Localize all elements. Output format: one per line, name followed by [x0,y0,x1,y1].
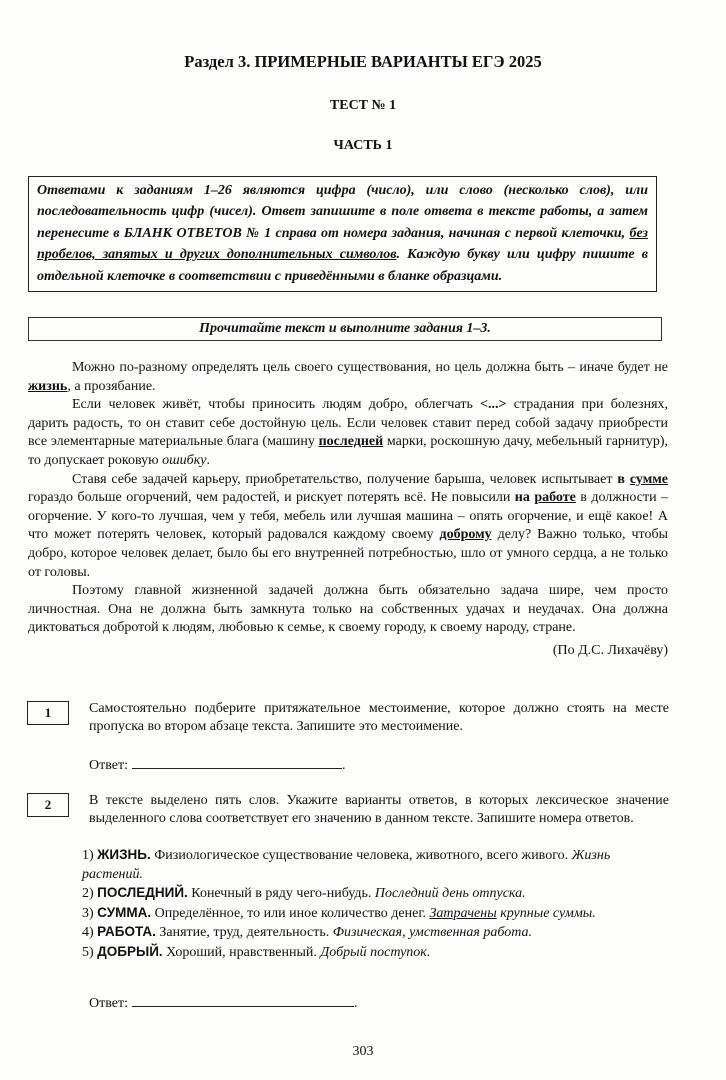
option-word: СУММА. [97,904,152,920]
read-prompt: Прочитайте текст и выполните задания 1–3. [28,317,662,341]
highlighted-word-posledney: последней [318,434,384,450]
instruction-box [28,176,657,292]
text-run: в должности – огорчение. У кого-то лучшая, чем у тебя, мебель или лучшая машина – опять огорчение, и ещё какое! А что может потерять человек, который радовался каждому своему [28,490,669,543]
test-title: ТЕСТ № 1 [329,98,397,113]
bold-preposition: на [514,490,530,506]
text-run: страдания при болезнях, дарить радость, то он ставит себе достойную цель. Если человек ставит перед собой задачу приобрести все элементарные материальные блага (машину [28,397,669,450]
instruction-text-2: . Каждую букву или цифру пишите в отдельной клеточке в соответствии с приведёнными в бланке образцами. [37,247,648,284]
answer-end: . [353,996,358,1011]
text-source: (По Д.С. Лихачёву) [552,642,668,658]
task-2-text: В тексте выделено пять слов. Укажите варианты ответов, в которых лексическое значение выделенного слова соответствует его значению в данном тексте. Запишите номера ответов. [89,793,669,827]
paragraph-4: Поэтому главной жизненной задачей должна быть обязательно задача шире, чем просто личностная. Она не должна быть замкнута только на собственных удачах и неудачах. Она должна диктоваться добротой к людям, любовью к семье, к своему городу, к своему народу, стране. [28,583,668,636]
gap-marker: <...> [480,397,507,413]
option-example: Жизнь растений. [82,848,611,882]
option-word: ПОСЛЕДНИЙ. [97,885,188,901]
highlighted-word-zhizn: жизнь [28,378,68,394]
paragraph-2 [28,396,668,470]
option-word: РАБОТА. [97,924,156,940]
option-3 [82,904,672,924]
option-definition: Конечный в ряду чего-нибудь. [187,886,375,902]
option-number: 3) [82,905,94,921]
highlighted-word-summe: сумме [629,471,668,487]
option-word: ДОБРЫЙ. [97,943,163,959]
option-number: 4) [82,925,94,941]
option-definition: Определённое, то или иное количество денег. [151,905,430,921]
option-example: крупные суммы. [496,905,596,921]
option-definition: Хороший, нравственный. [162,944,321,960]
answer-end: . [341,758,346,773]
task-2-answer [89,994,357,1012]
text-run: марки, роскошную дачу, мебельный гарнитур), то допускает роковую [28,434,668,468]
option-1 [82,846,672,884]
text-run: Если человек живёт, чтобы приносить людям добро, облегчать [72,397,481,413]
option-example: Добрый поступок. [320,944,431,960]
option-example: Последний день отпуска. [374,886,526,902]
task-1-answer [89,756,345,774]
italic-word: ошибку [162,452,207,468]
paragraph-1 [28,359,668,396]
instruction-underlined: без пробелов, запятых и других дополнительных символов [37,225,648,263]
task-number-1: 1 [27,701,69,725]
highlighted-word-dobromu: доброму [439,527,492,543]
paragraph-3 [28,471,668,583]
option-example-underlined: Затрачены [429,905,497,921]
answer-label: Ответ: [89,996,128,1011]
part-title: ЧАСТЬ 1 [333,138,393,153]
option-word: ЖИЗНЬ. [97,847,151,862]
option-definition: Физиологическое существование человека, животного, всего живого. [150,848,572,863]
answer-label: Ответ: [89,758,128,773]
option-5 [82,943,672,963]
reading-text [28,359,668,661]
option-definition: Занятие, труд, деятельность. [155,925,333,941]
text-run: , а прозябание. [67,378,156,394]
answer-line-2[interactable] [132,994,354,1007]
option-2 [82,884,672,904]
text-run: Можно по-разному определять цель своего существования, но цель должна быть – иначе будет не [72,360,668,375]
option-number: 5) [82,944,94,960]
text-run: Ставя себе задачей карьеру, приобретательство, получение барыша, человек испытывает [72,471,618,487]
answer-line-1[interactable] [132,756,342,769]
text-run: делу? Важно только, чтобы добро, которое человек делает, было бы его внутренней потребностью, шло от умного сердца, а не только от головы. [28,527,668,580]
option-number: 2) [82,886,94,902]
task-2-options [82,846,672,963]
task-number-2: 2 [27,793,69,817]
bold-preposition: в [617,471,625,487]
option-example: Физическая, умственная работа. [332,925,533,941]
text-run: . [206,452,210,468]
option-number: 1) [82,848,94,863]
option-4 [82,923,672,943]
instruction-text-1: Ответами к заданиям 1–26 являются цифра (число), или слово (несколько слов), или последовательность цифр (чисел). Ответ запишите в поле ответа в тексте работы, а затем перенесите в БЛАНК ОТВЕТОВ № 1 справа от номера задания, начиная с первой клеточки, [37,183,648,241]
task-1-text: Самостоятельно подберите притяжательное местоимение, которое должно стоять на месте пропуска во втором абзаце текста. Запишите это местоимение. [89,701,669,735]
section-title: Раздел 3. ПРИМЕРНЫЕ ВАРИАНТЫ ЕГЭ 2025 [184,52,542,71]
highlighted-word-rabote: работе [534,490,576,506]
text-run: гораздо больше огорчений, чем радостей, и рискует потерять всё. Не повысили [28,490,515,506]
page-number: 303 [352,1044,374,1059]
